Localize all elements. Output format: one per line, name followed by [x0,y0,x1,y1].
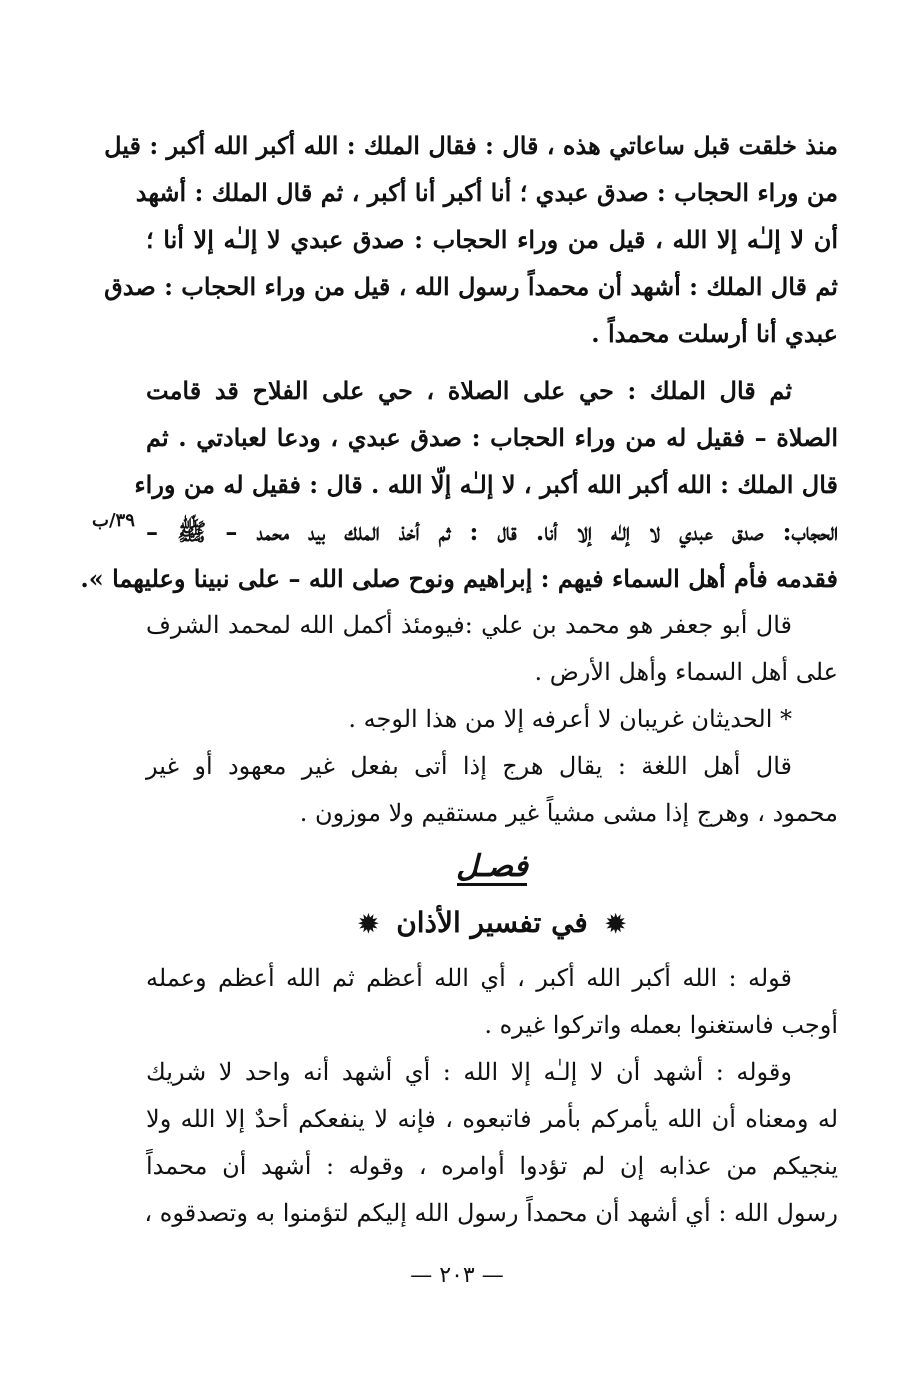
text-line: عبدي أنا أرسلت محمداً . [591,319,838,348]
section-heading-text: فصـل [456,849,528,884]
star-ornament-icon: ✹ [358,909,379,938]
text-line: ثم قال الملك : حي على الصلاة ، حي على الفلاح قد قامت [146,376,792,405]
paragraph-5 [146,955,838,1049]
star-ornament-icon: ✹ [605,909,626,938]
subheading-text: في تفسير الأذان [396,906,588,939]
text-line: قال أبو جعفر هو محمد بن علي :فيومئذ أكمل الله لمحمد الشرف [146,611,792,639]
text-line: منذ خلقت قبل ساعاتي هذه ، قال : فقال الملك : الله أكبر الله أكبر : قيل [104,131,838,160]
text-line: الصلاة – فقيل له من وراء الحجاب : صدق عبدي ، ودعا لعبادتي . ثم [146,423,838,452]
text-line: قال أهل اللغة : يقال هرج إذا أتى بفعل غير معهود أو غير [146,752,792,780]
text-line: رسول الله : أي أشهد أن محمداً رسول الله إليكم لتؤمنوا به وتصدقوه ، [144,1199,838,1227]
text-line: ثم قال الملك : أشهد أن محمداً رسول الله ، قيل من وراء الحجاب : صدق [104,272,838,301]
paragraph-1 [104,122,838,357]
text-line: له ومعناه أن الله يأمركم بأمر فاتبعوه ، فإنه لا ينفعكم أحدٌ إلا الله ولا [146,1105,838,1133]
text-line: محمود ، وهرج إذا مشى مشياً غير مستقيم ولا موزون . [299,799,838,827]
text-line: فقدمه فأم أهل السماء فيهم : إبراهيم ونوح صلى الله – على نبينا وعليهما ». [80,564,838,593]
paragraph-6 [146,1049,838,1237]
page-number: — ٢٠٣ — [410,1263,504,1288]
text-line: أن لا إلـٰه إلا الله ، قيل من وراء الحجاب : صدق عبدي لا إلـٰه إلا أنا ؛ [146,225,838,254]
text-line: وقوله : أشهد أن لا إلـٰه إلا الله : أي أشهد أنه واحد لا شريك [146,1058,792,1086]
section-heading [146,841,838,893]
text-line: الحجاب: صدق عبدي لا إلـٰه إلا أنا. قال : ثم أخذ الملك بيد محمد – ﷺ – [146,517,838,546]
text-line: ينجيكم من عذابه إن لم تؤدوا أوامره ، وقوله : أشهد أن محمداً [146,1152,838,1180]
text-line: على أهل السماء وأهل الأرض . [534,658,838,686]
paragraph-3 [146,602,838,696]
text-line: أوجب فاستغنوا بعمله واتركوا غيره . [484,1011,838,1039]
text-line: من وراء الحجاب : صدق عبدي ؛ أنا أكبر أنا أكبر ، ثم قال الملك : أشهد [135,178,838,207]
text-line: قال الملك : الله أكبر الله أكبر ، لا إلـٰه إلّا الله . قال : فقيل له من وراء [134,470,838,499]
text-line: * الحديثان غريبان لا أعرفه إلا من هذا الوجه . [348,705,792,733]
paragraph-4 [146,743,838,837]
section-subheading [146,895,838,951]
text-line: قوله : الله أكبر الله أكبر ، أي الله أعظم ثم الله أعظم وعمله [146,964,792,992]
footnote-remark [146,696,838,743]
manuscript-folio-note: ٣٩/ب [92,510,135,531]
